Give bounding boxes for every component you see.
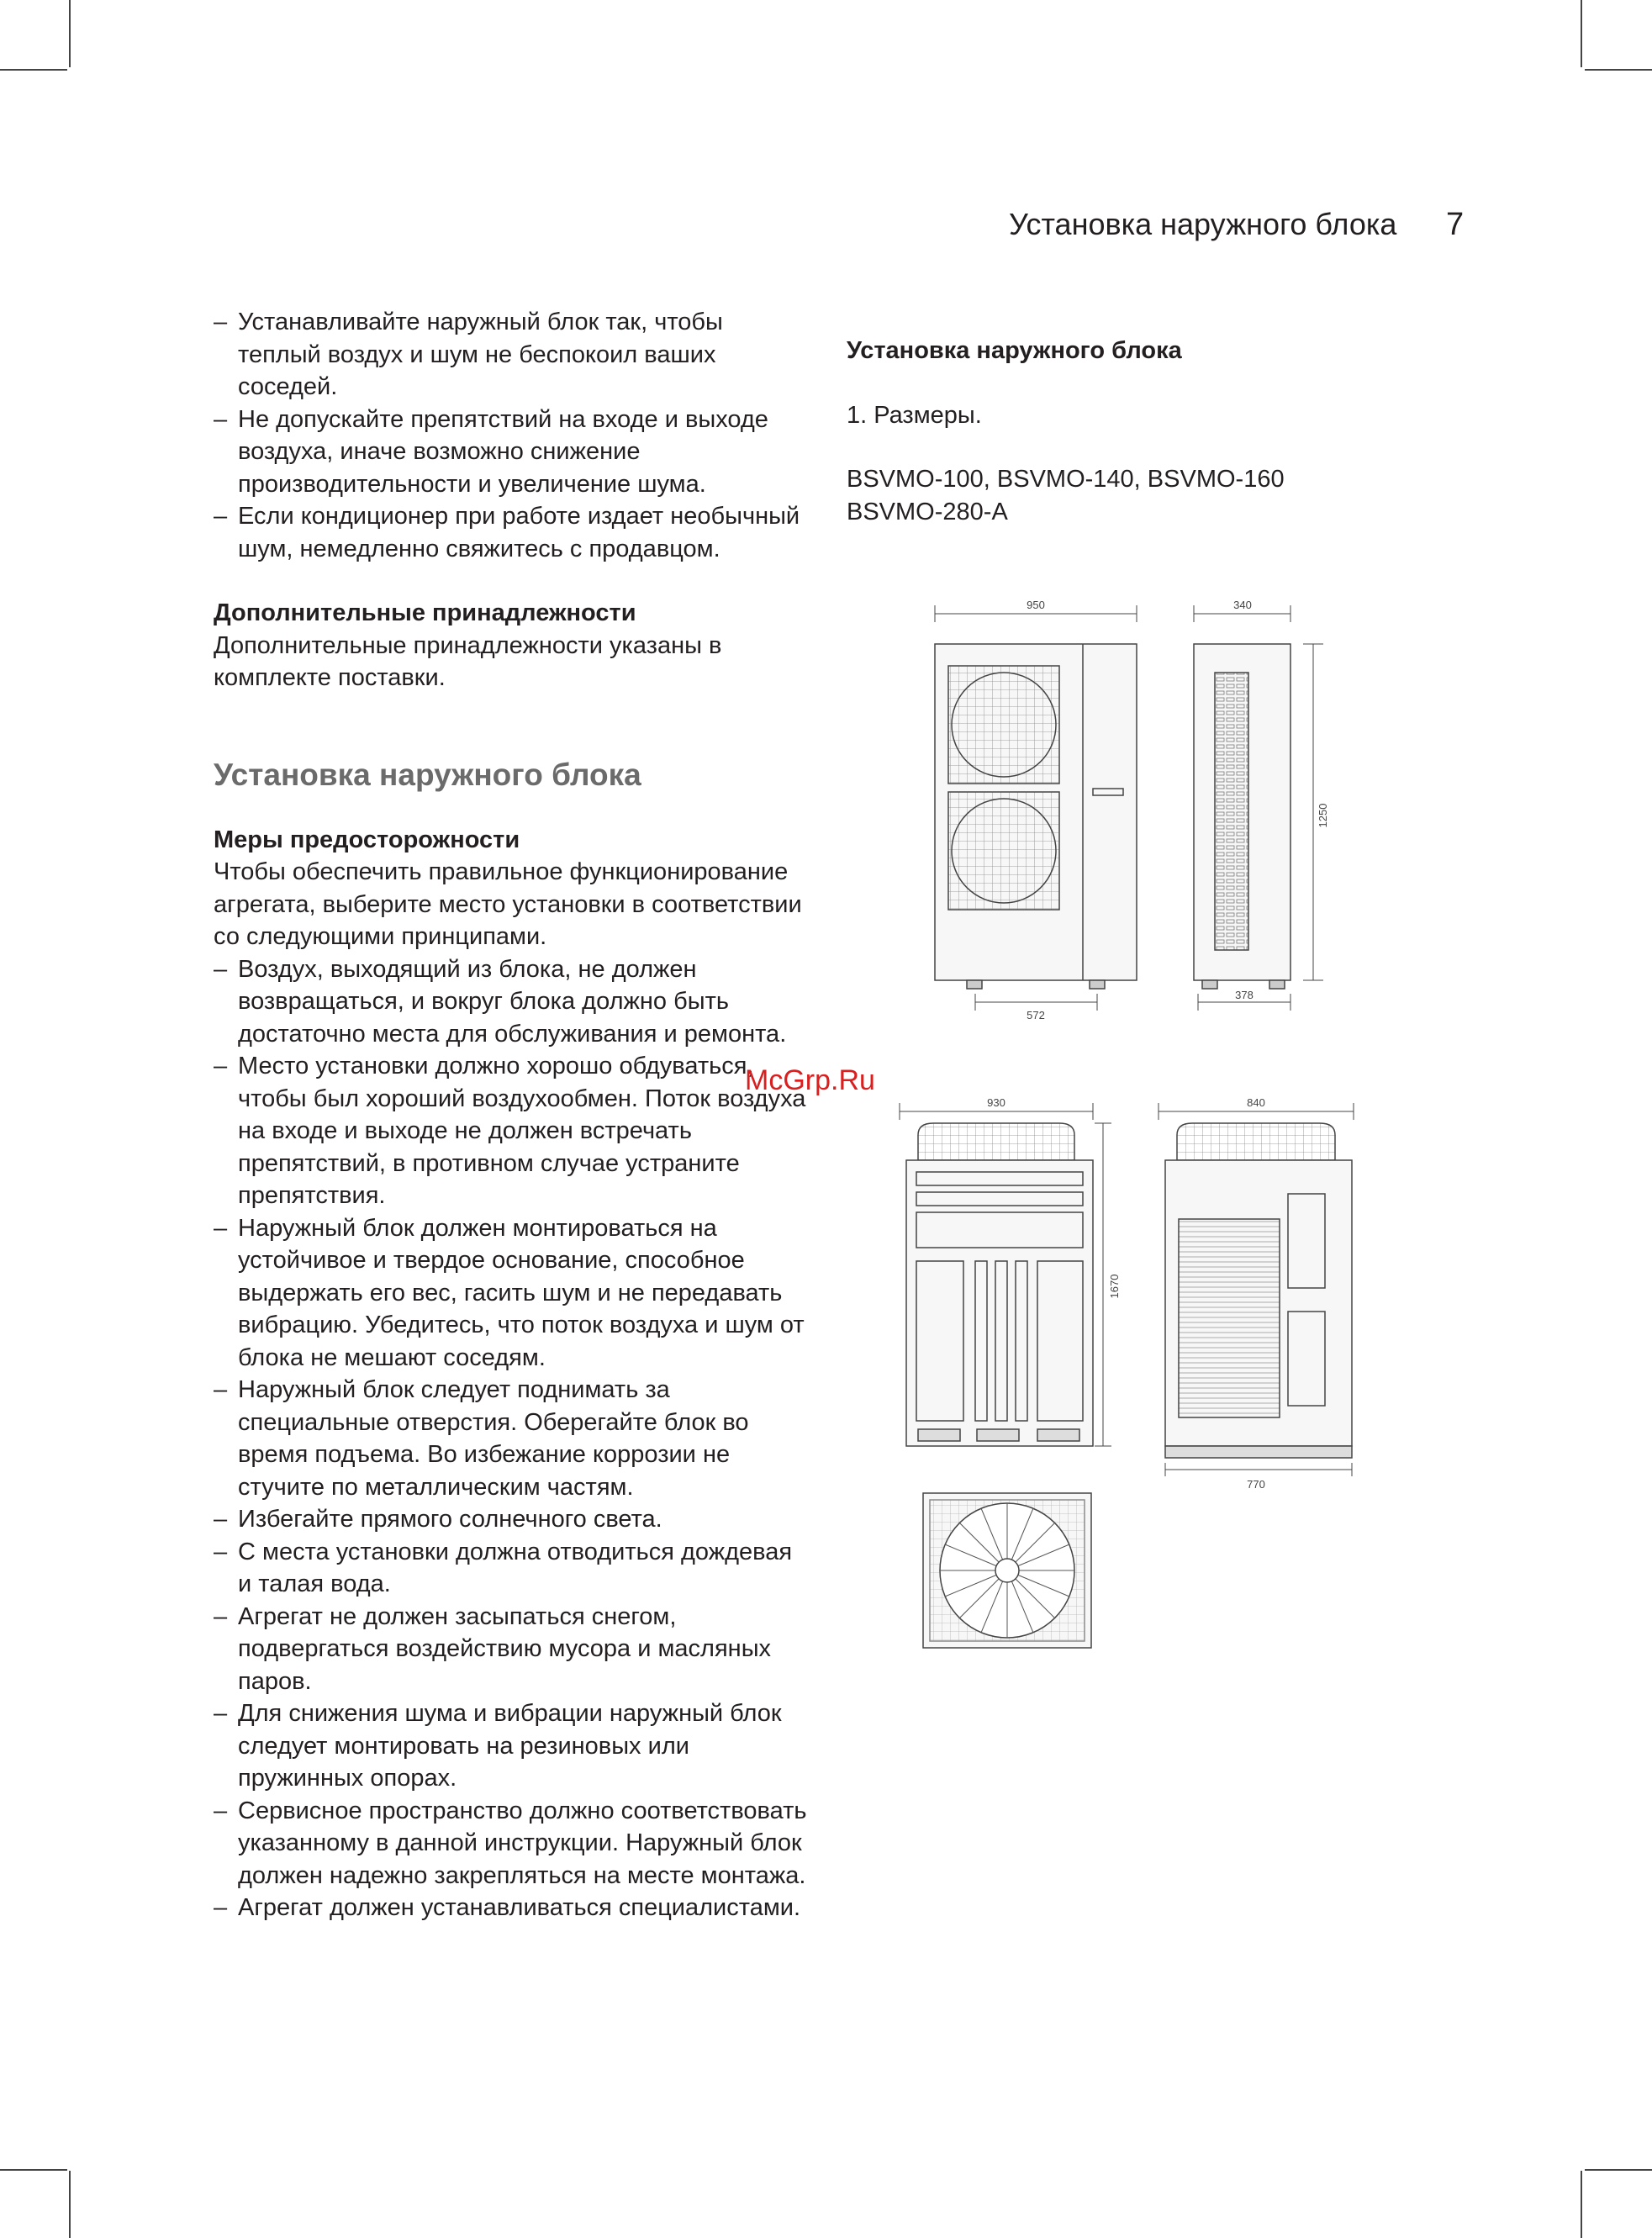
list-item: [214, 1892, 812, 1924]
list-item: [214, 1795, 812, 1892]
dim-unit1-side-depth: 340: [1233, 599, 1252, 611]
accessories-text: Дополнительные принадлежности указаны в комплекте поставки.: [214, 631, 722, 691]
list-item-text: Сервисное пространство должно соответствовать указанному в данной инструкции. Наружный блок должен надежно закрепляться на месте монтажа.: [238, 1797, 807, 1889]
watermark: McGrp.Ru: [745, 1064, 875, 1096]
list-dash: –: [214, 1538, 228, 1565]
dim-unit1-front-width: 950: [1027, 599, 1045, 611]
accessories-heading: Дополнительные принадлежности: [214, 599, 636, 626]
list-item-text: Для снижения шума и вибрации наружный блок следует монтировать на резиновых или пружинных опорах.: [238, 1700, 782, 1792]
list-dash: –: [214, 1894, 228, 1921]
list-dash: –: [214, 1797, 228, 1824]
list-item: [214, 953, 812, 1051]
dim-unit2-height: 1670: [1108, 1274, 1121, 1299]
list-dash: –: [214, 1602, 228, 1630]
list-dash: –: [214, 1700, 228, 1727]
list-item-text: Агрегат должен устанавливаться специалистами.: [238, 1894, 801, 1921]
header-section-title: Установка наружного блока: [1009, 207, 1397, 241]
dim-unit2-base: 770: [1247, 1478, 1265, 1491]
dim-unit1-side-foot: 378: [1235, 989, 1254, 1001]
list-item: [214, 1374, 812, 1503]
list-dash: –: [214, 503, 228, 530]
list-item-text: С места установки должна отводиться дождевая и талая вода.: [238, 1538, 793, 1597]
list-item: [214, 1536, 812, 1601]
crop-mark: [0, 2169, 67, 2171]
list-item-text: Если кондиционер при работе издает необычный шум, немедленно свяжитесь с продавцом.: [238, 503, 800, 562]
list-item-text: Место установки должно хорошо обдуваться, чтобы был хороший воздухообмен. Поток воздуха на входе и выходе не должен встречать препятствий, в противном случае устраните препятствия.: [238, 1053, 806, 1209]
dim-unit1-foot-span: 572: [1027, 1009, 1045, 1021]
dim-unit2-front-width: 930: [987, 1096, 1005, 1109]
list-item: [214, 1503, 812, 1536]
crop-mark: [1581, 2171, 1582, 2238]
list-dash: –: [214, 955, 228, 983]
precautions-intro: Чтобы обеспечить правильное функционирование агрегата, выберите место установки в соответствии со следующими принципами.: [214, 858, 802, 950]
crop-mark: [1581, 0, 1582, 67]
unit1-front-view: [883, 589, 1137, 1011]
list-dash: –: [214, 1053, 228, 1079]
list-item-text: Избегайте прямого солнечного света.: [238, 1506, 662, 1533]
list-item: [214, 404, 812, 501]
crop-mark: [69, 0, 71, 67]
list-dash: –: [214, 1376, 228, 1403]
list-item-text: Воздух, выходящий из блока, не должен возвращаться, и вокруг блока должно быть достаточно места для обслуживания и ремонта.: [238, 955, 787, 1048]
crop-mark: [1585, 2169, 1652, 2171]
crop-mark: [1585, 69, 1652, 71]
intro-list: [214, 306, 812, 565]
list-item: [214, 1697, 812, 1795]
unit2-top-view: [923, 1493, 1091, 1648]
unit2-front-view: [900, 1103, 1111, 1446]
list-item: [214, 1601, 812, 1698]
list-dash: –: [214, 309, 228, 335]
right-column: [847, 335, 1351, 528]
unit1-side-view: [1194, 605, 1323, 1011]
list-item: [214, 500, 812, 565]
crop-mark: [0, 69, 67, 71]
list-item: [214, 1212, 812, 1375]
list-item-text: Наружный блок следует поднимать за специальные отверстия. Оберегайте блок во время подъема. Во избежание коррозии не стучите по металлическим частям.: [238, 1376, 749, 1501]
list-item-text: Агрегат не должен засыпаться снегом, подвергаться воздействию мусора и масляных паров.: [238, 1602, 772, 1695]
page-number: 7: [1446, 207, 1465, 242]
list-dash: –: [214, 1214, 228, 1242]
list-item-text: Наружный блок должен монтироваться на устойчивое и твердое основание, способное выдержать его вес, гасить шум и не передавать вибрацию. Убедитесь, что поток воздуха и шум от блока не мешают соседям.: [238, 1214, 805, 1371]
section-heading: Установка наружного блока: [214, 757, 641, 792]
list-dash: –: [214, 1506, 228, 1533]
models-line-1: BSVMO-100, BSVMO-140, BSVMO-160: [847, 466, 1285, 493]
list-item-text: Не допускайте препятствий на входе и выходе воздуха, иначе возможно снижение производительности и увеличение шума.: [238, 405, 768, 498]
list-item-text: Устанавливайте наружный блок так, чтобы теплый воздух и шум не беспокоил ваших соседей.: [238, 309, 723, 400]
precautions-list: [214, 953, 812, 1924]
running-header: [1009, 207, 1465, 242]
step-label: 1. Размеры.: [847, 401, 982, 429]
crop-mark: [69, 2171, 71, 2238]
unit2-side-view: [1159, 1103, 1354, 1476]
dim-unit1-height: 1250: [1317, 803, 1329, 828]
precautions-heading: Меры предосторожности: [214, 826, 520, 853]
list-dash: –: [214, 405, 228, 433]
dim-unit2-side-depth: 840: [1247, 1096, 1265, 1109]
dimension-drawings: [883, 589, 1387, 1665]
list-item: [214, 306, 812, 404]
models-line-2: BSVMO-280-A: [847, 498, 1008, 525]
right-heading: Установка наружного блока: [847, 337, 1182, 364]
left-column: [214, 306, 812, 1924]
list-item: [214, 1050, 812, 1212]
